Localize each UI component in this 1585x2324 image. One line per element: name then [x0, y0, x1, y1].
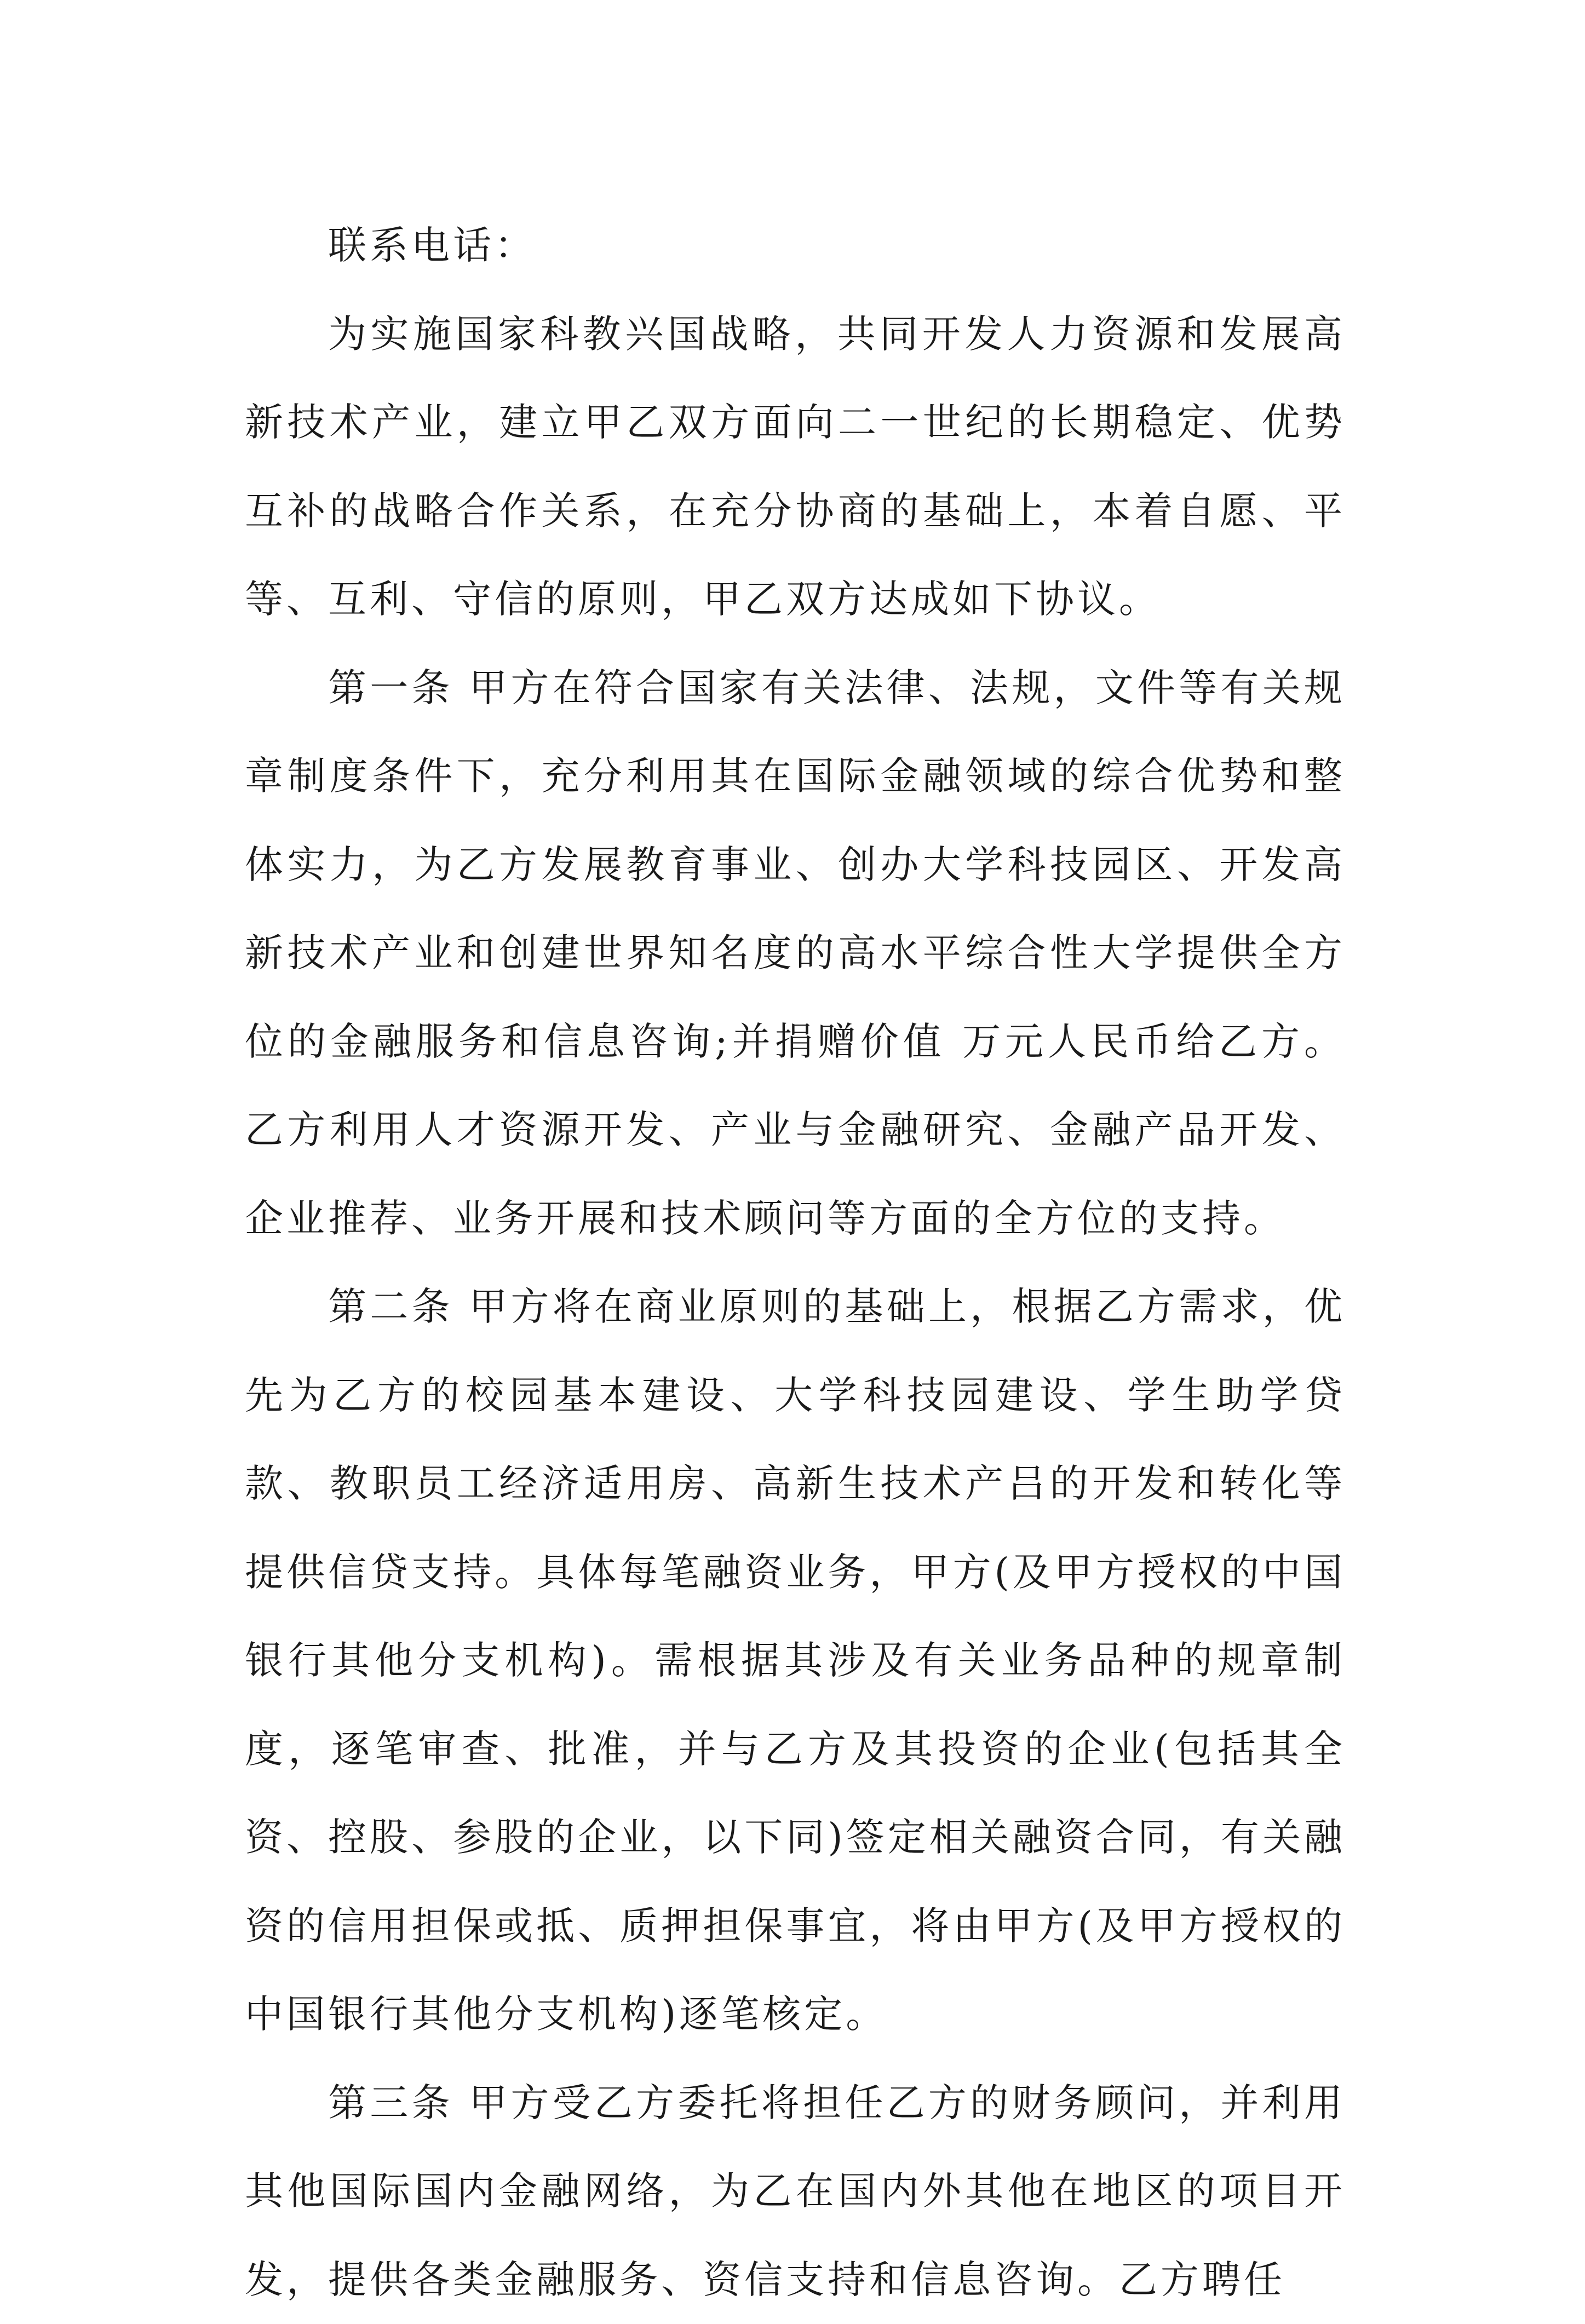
article-3-paragraph: 第三条 甲方受乙方委托将担任乙方的财务顾问，并利用其他国际国内金融网络，为乙在国内外其他在地区的项目开发，提供各类金融服务、资信支持和信息咨询。乙方聘任 — [245, 2059, 1346, 2324]
document-body — [245, 202, 1346, 2324]
preamble-paragraph: 为实施国家科教兴国战略，共同开发人力资源和发展高新技术产业，建立甲乙双方面向二一世纪的长期稳定、优势互补的战略合作关系，在充分协商的基础上，本着自愿、平等、互利、守信的原则，甲乙双方达成如下协议。 — [245, 290, 1346, 644]
contact-phone-line: 联系电话： — [245, 202, 1346, 290]
article-2-paragraph: 第二条 甲方将在商业原则的基础上，根据乙方需求，优先为乙方的校园基本建设、大学科技园建设、学生助学贷款、教职员工经济适用房、高新生技术产吕的开发和转化等提供信贷支持。具体每笔融资业务，甲方(及甲方授权的中国银行其他分支机构)。需根据其涉及有关业务品种的规章制度，逐笔审查、批准，并与乙方及其投资的企业(包括其全资、控股、参股的企业，以下同)签定相关融资合同，有关融资的信用担保或抵、质押担保事宜，将由甲方(及甲方授权的中国银行其他分支机构)逐笔核定。 — [245, 1263, 1346, 2059]
article-1-paragraph: 第一条 甲方在符合国家有关法律、法规，文件等有关规章制度条件下，充分利用其在国际金融领域的综合优势和整体实力，为乙方发展教育事业、创办大学科技园区、开发高新技术产业和创建世界知名度的高水平综合性大学提供全方位的金融服务和信息咨询;并捐赠价值 万元人民币给乙方。乙方利用人才资源开发、产业与金融研究、金融产品开发、企业推荐、业务开展和技术顾问等方面的全方位的支持。 — [245, 644, 1346, 1263]
